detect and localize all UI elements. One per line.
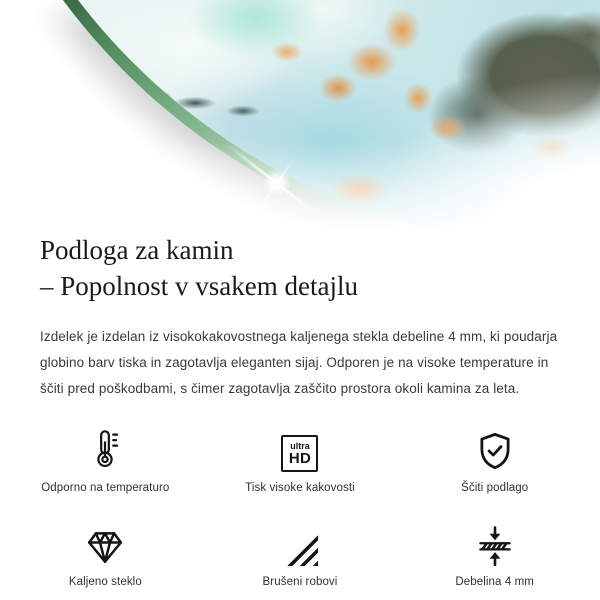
feature-label: Ščiti podlago <box>461 482 529 494</box>
thickness-icon <box>475 518 515 566</box>
page-title-line2: – Popolnost v vsakem detajlu <box>40 271 358 301</box>
ultra-hd-badge-bottom: HD <box>288 449 312 467</box>
product-image <box>0 0 600 230</box>
bevel-stripes-shape <box>282 533 318 566</box>
feature-label: Brušeni robovi <box>262 576 338 588</box>
feature-polished-edges <box>203 518 398 588</box>
feature-grid <box>0 424 600 588</box>
feature-print-quality <box>203 424 398 494</box>
feature-thickness <box>397 518 592 588</box>
thermometer-icon <box>90 424 120 472</box>
feature-temperature <box>8 424 203 494</box>
description-section <box>0 230 600 402</box>
page-title-line1: Podloga za kamin <box>40 235 234 265</box>
diamond-icon <box>85 518 125 566</box>
feature-label: Debelina 4 mm <box>455 576 534 588</box>
bevel-stripes-icon <box>282 518 318 566</box>
ultra-hd-badge-top: ultra <box>290 440 310 451</box>
product-description: Izdelek je izdelan iz visokokakovostnega kaljenega stekla debeline 4 mm, ki poudarja globino barv tiska in zagotavlja eleganten sijaj. Odporen je na visoke temperature in ščiti pred poškodbami, s čimer zagotavlja zaščito prostora okoli kamina za leta. <box>40 329 558 396</box>
page-title <box>40 232 560 304</box>
feature-label: Tisk visoke kakovosti <box>245 482 355 494</box>
ultra-hd-badge <box>281 435 318 472</box>
shield-check-icon <box>474 424 516 472</box>
feature-label: Odporno na temperaturo <box>41 482 170 494</box>
ultra-hd-icon <box>281 424 318 472</box>
feature-protection <box>397 424 592 494</box>
image-fade-overlay <box>310 40 600 230</box>
feature-tempered-glass <box>8 518 203 588</box>
feature-label: Kaljeno steklo <box>68 576 142 588</box>
